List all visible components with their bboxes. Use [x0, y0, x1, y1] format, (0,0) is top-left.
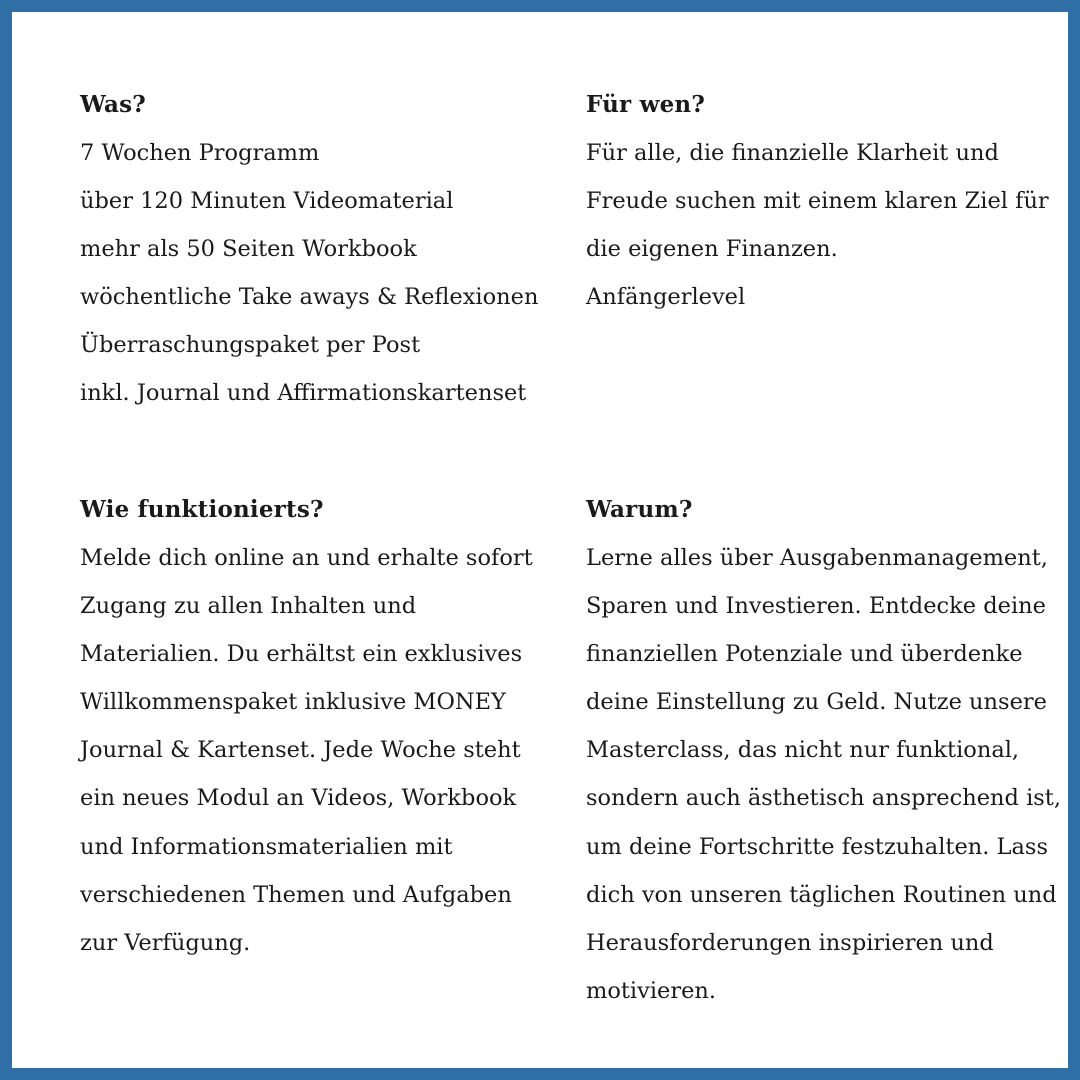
- was-section: [80, 81, 540, 418]
- fuer-wen-section: [586, 81, 1056, 321]
- text-line: dich von unseren täglichen Routinen und: [586, 881, 1057, 908]
- text-line: Melde dich online an und erhalte sofort: [80, 545, 533, 571]
- text-line: Materialien. Du erhältst ein exklusives: [80, 641, 523, 668]
- section-lines: [80, 534, 540, 967]
- text-line: 7 Wochen Programm: [80, 140, 320, 166]
- wie-funktionierts-section: [80, 486, 540, 967]
- text-line: inkl. Journal und Affirmationskartenset: [80, 380, 527, 407]
- text-line: wöchentliche Take aways & Reflexionen: [80, 284, 539, 311]
- warum-section: [586, 486, 1062, 1015]
- text-line: Herausforderungen inspirieren und: [586, 929, 994, 956]
- section-heading: Warum?: [586, 496, 693, 523]
- section-heading: Was?: [80, 91, 146, 118]
- text-line: Anfängerlevel: [586, 284, 746, 311]
- text-line: deine Einstellung zu Geld. Nutze unsere: [586, 689, 1047, 716]
- text-line: Überraschungspaket per Post: [80, 332, 421, 359]
- text-line: Journal & Kartenset. Jede Woche steht: [80, 737, 521, 764]
- text-line: Sparen und Investieren. Entdecke deine: [586, 593, 1046, 620]
- section-lines: [586, 534, 1062, 1015]
- text-line: verschiedenen Themen und Aufgaben: [80, 881, 512, 908]
- text-line: ein neues Modul an Videos, Workbook: [80, 785, 517, 812]
- text-line: Zugang zu allen Inhalten und: [80, 593, 417, 620]
- text-line: und Informationsmaterialien mit: [80, 833, 453, 860]
- text-line: mehr als 50 Seiten Workbook: [80, 236, 417, 263]
- text-line: Lerne alles über Ausgabenmanagement,: [586, 545, 1048, 571]
- text-line: Für alle, die finanzielle Klarheit und: [586, 140, 999, 166]
- text-line: Masterclass, das nicht nur funktional,: [586, 737, 1020, 764]
- text-line: um deine Fortschritte festzuhalten. Lass: [586, 833, 1048, 860]
- text-line: finanziellen Potenziale und überdenke: [586, 641, 1023, 668]
- section-lines: [80, 129, 540, 418]
- text-line: motivieren.: [586, 977, 717, 1004]
- text-line: Willkommenspaket inklusive MONEY: [80, 689, 506, 716]
- text-line: über 120 Minuten Videomaterial: [80, 188, 454, 215]
- text-line: Freude suchen mit einem klaren Ziel für: [586, 188, 1049, 215]
- text-line: die eigenen Finanzen.: [586, 236, 838, 263]
- text-line: zur Verfügung.: [80, 929, 251, 956]
- section-heading: Für wen?: [586, 91, 706, 118]
- text-line: sondern auch ästhetisch ansprechend ist,: [586, 785, 1062, 812]
- section-lines: [586, 129, 1056, 321]
- section-heading: Wie funktionierts?: [80, 496, 324, 523]
